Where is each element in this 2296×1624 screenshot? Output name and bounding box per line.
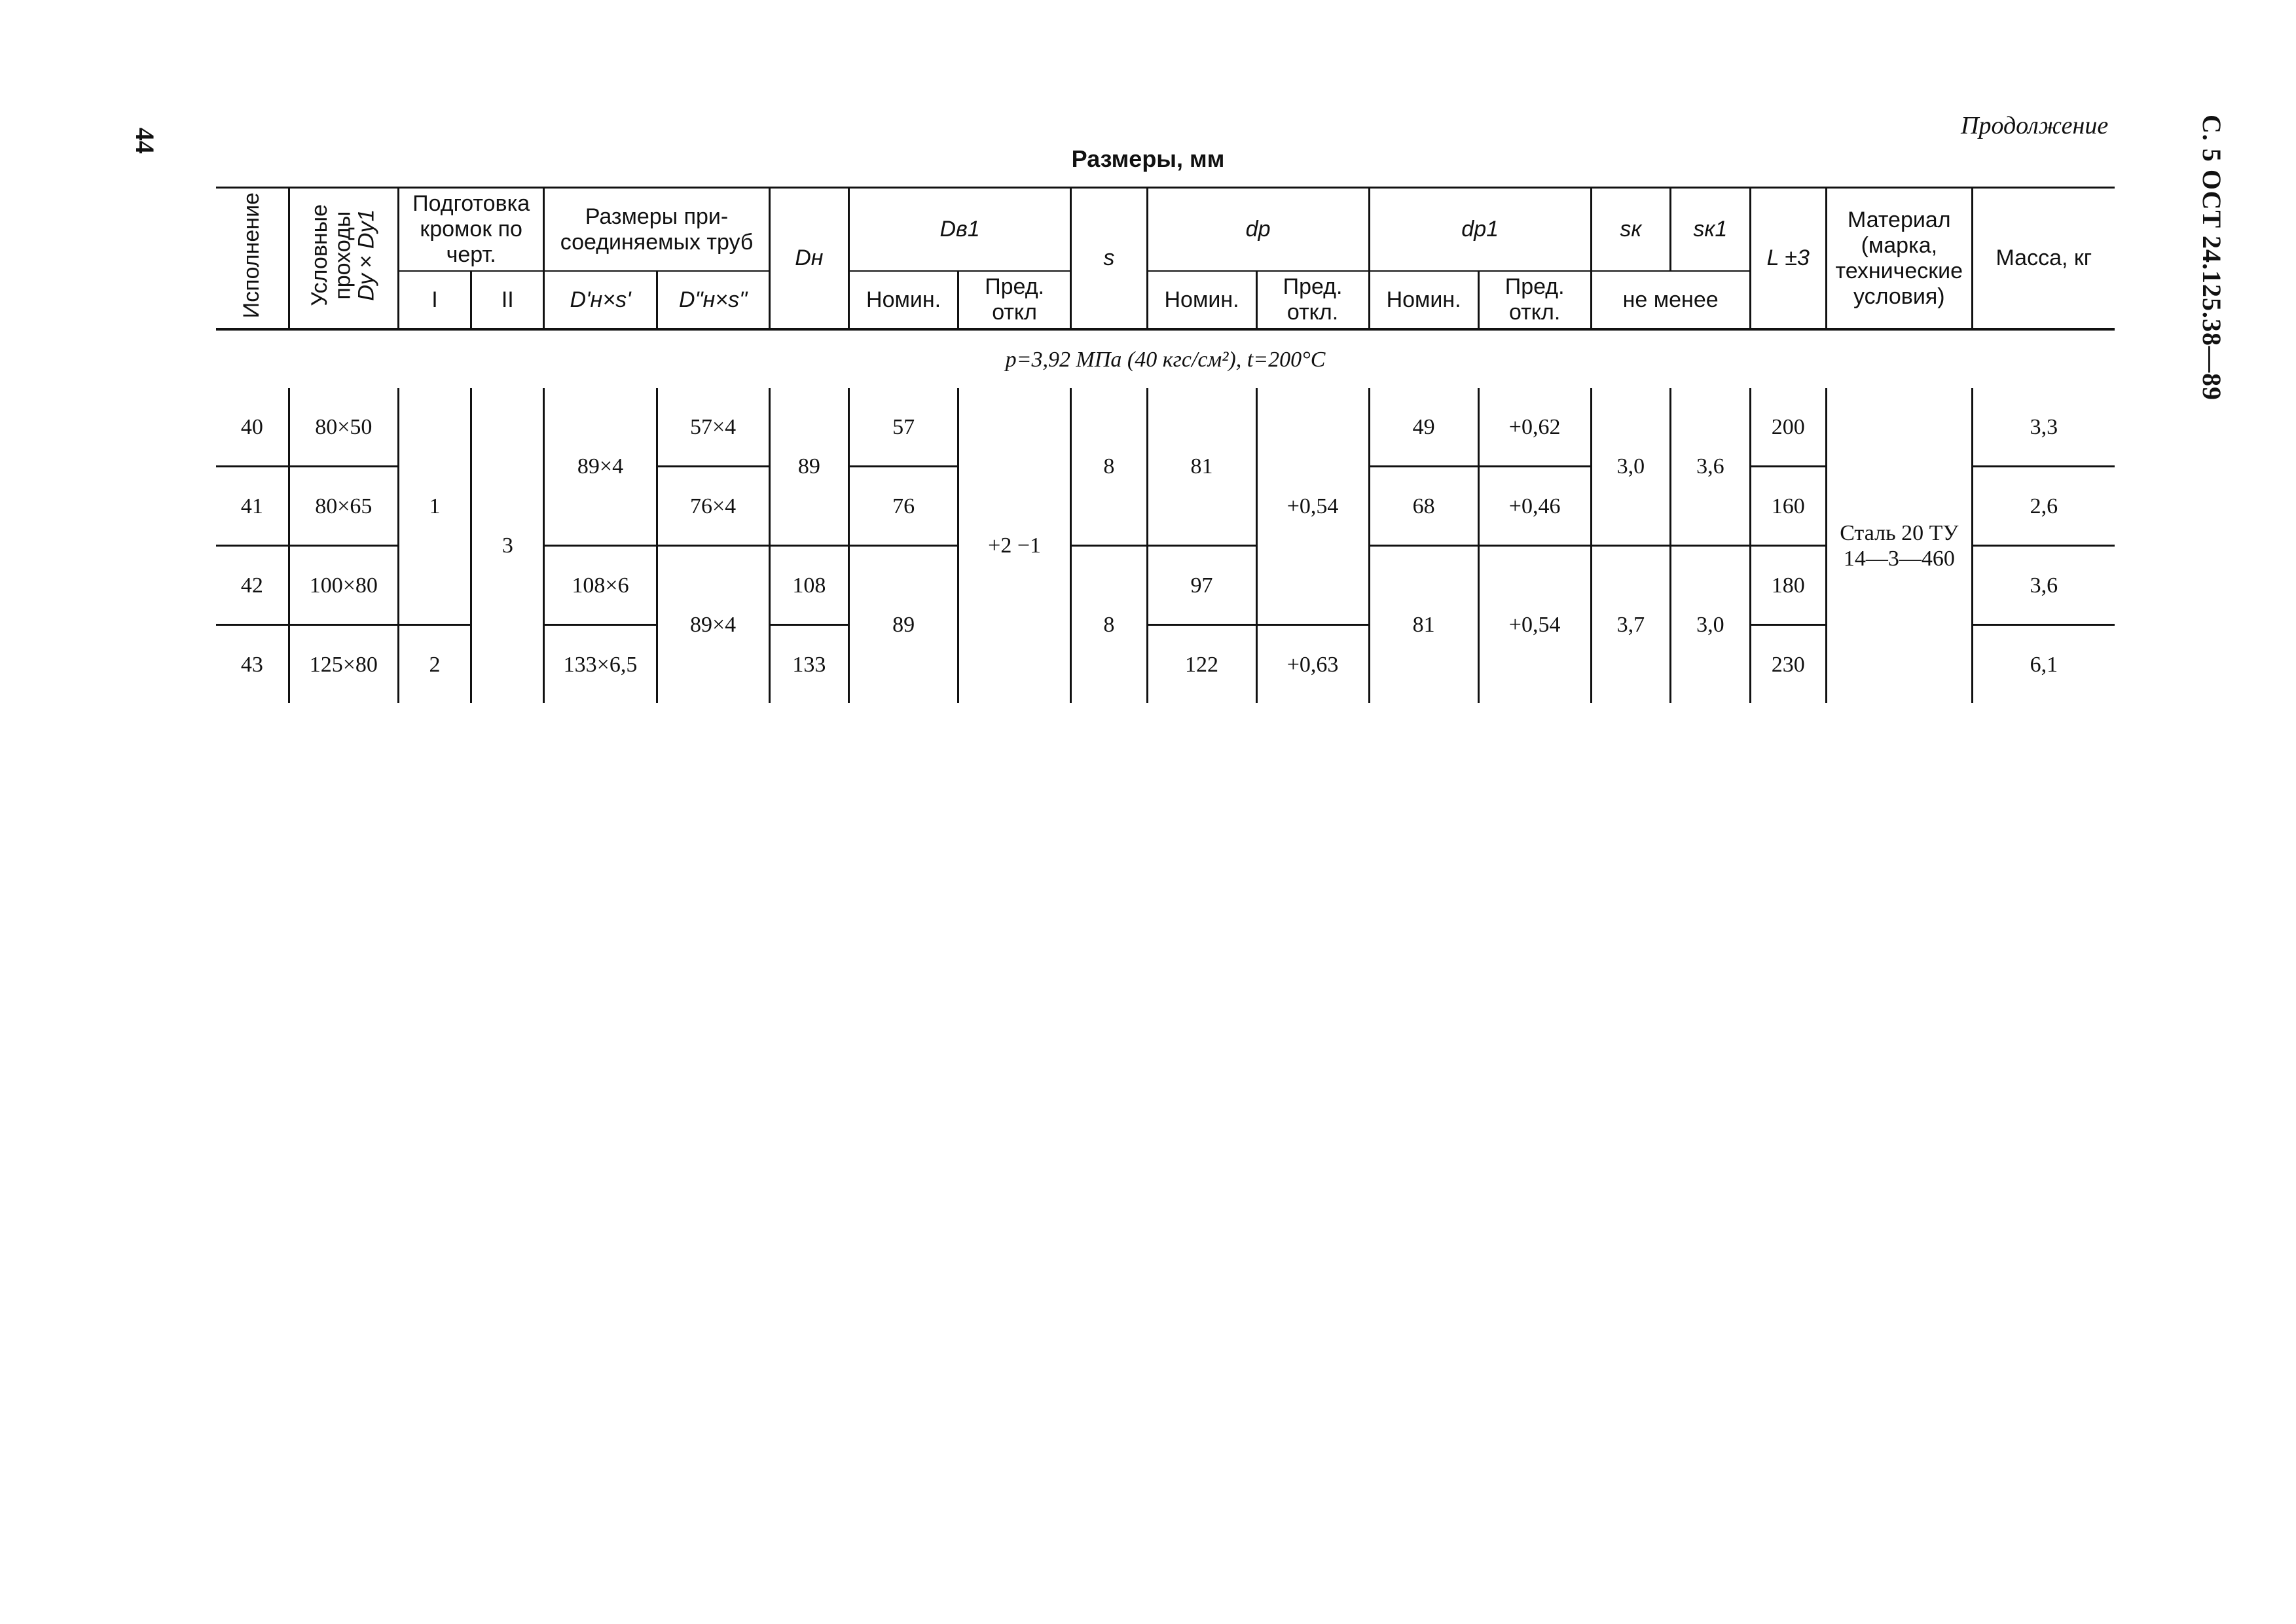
cell-dp-nom: 97: [1147, 546, 1256, 625]
header-ispolnenie: Исполнение: [216, 188, 289, 330]
cell-massa: 3,3: [1972, 388, 2115, 467]
cell-dv1-nom: 89: [849, 546, 958, 704]
continuation-label: Продолжение: [1961, 112, 2109, 139]
page-number: 44: [130, 128, 160, 154]
cell-dn: 108: [769, 546, 848, 625]
cell-sk: 3,7: [1591, 546, 1670, 704]
cell-sk: 3,0: [1591, 388, 1670, 546]
cell-dn2s2: 57×4: [657, 388, 769, 467]
header-s: s: [1071, 188, 1147, 330]
cell-massa: 3,6: [1972, 546, 2115, 625]
header-l: L ±3: [1750, 188, 1826, 330]
cell-massa: 2,6: [1972, 467, 2115, 546]
header-dn-s-1: D'н×s': [544, 271, 657, 329]
cell-podg2: 3: [471, 388, 544, 703]
cell-podg1: 2: [398, 625, 471, 704]
cell-l: 160: [1750, 467, 1826, 546]
cell-l: 230: [1750, 625, 1826, 704]
cell-massa: 6,1: [1972, 625, 2115, 704]
cell-dn: 89: [769, 388, 848, 546]
cell-l: 200: [1750, 388, 1826, 467]
cell-dn: 133: [769, 625, 848, 704]
condition-row: p=3,92 МПа (40 кгс/см²), t=200°С: [1005, 347, 1326, 372]
cell-dy: 80×65: [289, 467, 398, 546]
cell-dp1-nom: 81: [1369, 546, 1478, 704]
header-podg-II: II: [471, 271, 544, 329]
document-code: С. 5 ОСТ 24.125.38—89: [2197, 115, 2227, 401]
header-uslovnye-prohody: Условные проходы Dу×Dу1: [289, 188, 398, 330]
cell-dv1-nom: 57: [849, 388, 958, 467]
cell-isp: 41: [216, 467, 289, 546]
header-dv1-otkl: Пред. откл: [958, 271, 1071, 329]
cell-isp: 43: [216, 625, 289, 704]
header-dp-nomin: Номин.: [1147, 271, 1256, 329]
cell-sk1: 3,0: [1671, 546, 1750, 704]
cell-dv1-otkl: +2 −1: [958, 388, 1071, 703]
cell-s: 8: [1071, 388, 1147, 546]
cell-podg1: 1: [398, 388, 471, 625]
dimensions-table: [216, 187, 2115, 703]
header-dp1-otkl: Пред. откл.: [1478, 271, 1591, 329]
table-row: [216, 388, 2115, 467]
cell-dp-otkl: +0,63: [1256, 625, 1369, 704]
cell-dy: 80×50: [289, 388, 398, 467]
header-dn: Dн: [769, 188, 848, 330]
cell-dp1-nom: 68: [1369, 467, 1478, 546]
cell-dn2s2: 76×4: [657, 467, 769, 546]
cell-dn1s1: 108×6: [544, 546, 657, 625]
cell-dn1s1: 89×4: [544, 388, 657, 546]
cell-dp1-otkl: +0,46: [1478, 467, 1591, 546]
cell-material: Сталь 20 ТУ 14—3—460: [1826, 388, 1972, 703]
header-razmery-trub: Размеры при-соединяемых труб: [544, 188, 769, 272]
header-dv1: Dв1: [849, 188, 1071, 272]
cell-l: 180: [1750, 546, 1826, 625]
cell-isp: 42: [216, 546, 289, 625]
header-podg-I: I: [398, 271, 471, 329]
cell-dn1s1: 133×6,5: [544, 625, 657, 704]
cell-s: 8: [1071, 546, 1147, 704]
cell-dp1-otkl: +0,54: [1478, 546, 1591, 704]
header-dp-otkl: Пред. откл.: [1256, 271, 1369, 329]
header-sk1: sк1: [1671, 188, 1750, 272]
table-title: Размеры, мм: [1071, 145, 1225, 172]
header-material: Материал (марка, технические условия): [1826, 188, 1972, 330]
cell-dp-nom: 81: [1147, 388, 1256, 546]
header-dp1: dр1: [1369, 188, 1591, 272]
header-massa: Масса, кг: [1972, 188, 2115, 330]
cell-dy: 125×80: [289, 625, 398, 704]
cell-dn2s2: 89×4: [657, 546, 769, 704]
cell-dp-otkl: +0,54: [1256, 388, 1369, 625]
header-sk: sк: [1591, 188, 1670, 272]
cell-dp1-nom: 49: [1369, 388, 1478, 467]
cell-sk1: 3,6: [1671, 388, 1750, 546]
cell-isp: 40: [216, 388, 289, 467]
header-dp: dр: [1147, 188, 1369, 272]
header-ne-menee: не менее: [1591, 271, 1750, 329]
header-dv1-nomin: Номин.: [849, 271, 958, 329]
cell-dp1-otkl: +0,62: [1478, 388, 1591, 467]
cell-dv1-nom: 76: [849, 467, 958, 546]
cell-dy: 100×80: [289, 546, 398, 625]
header-dp1-nomin: Номин.: [1369, 271, 1478, 329]
header-dn-s-2: D"н×s": [657, 271, 769, 329]
cell-dp-nom: 122: [1147, 625, 1256, 704]
header-podgotovka: Подготовка кромок по черт.: [398, 188, 544, 272]
